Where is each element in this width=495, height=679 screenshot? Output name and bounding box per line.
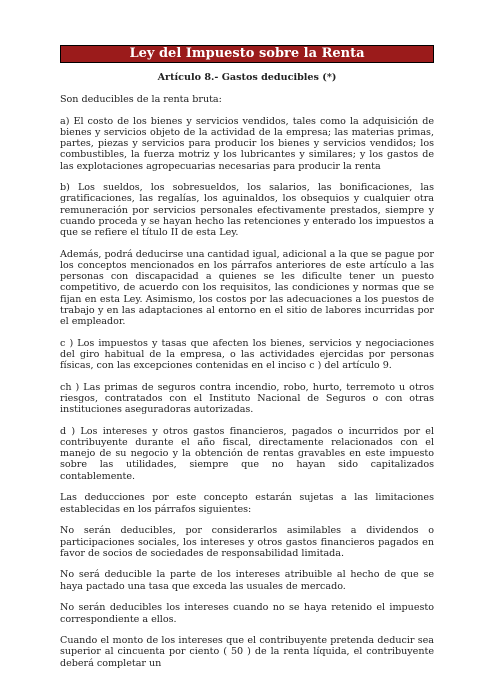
paragraph-item-c: c ) Los impuestos y tasas que afecten los bienes, servicios y negociaciones del giro habitual de la empresa, o las actividades ejercidas por personas físicas, con las excepciones contenidas en el inciso c ) del artículo 9. <box>60 337 434 372</box>
paragraph-withholding: No serán deducibles los intereses cuando no se haya retenido el impuesto correspondiente a ellos. <box>60 602 434 625</box>
paragraph-partner-interest: No serán deducibles, por considerarlos asimilables a dividendos o participaciones sociales, los intereses y otros gastos financieros pagados en favor de socios de sociedades de responsabilidad limitada. <box>60 525 434 559</box>
paragraph-fifty-percent: Cuando el monto de los intereses que el contribuyente pretenda deducir sea superior al cincuenta por ciento ( 50 ) de la renta líquida, el contribuyente deberá completar un <box>60 635 434 669</box>
paragraph-item-ch: ch ) Las primas de seguros contra incendio, robo, hurto, terremoto u otros riesgos, contratados con el Instituto Nacional de Seguros o con otras instituciones aseguradoras autorizadas. <box>60 381 434 416</box>
paragraph-market-rate: No será deducible la parte de los intereses atribuible al hecho de que se haya pactado una tasa que exceda las usuales de mercado. <box>60 569 434 592</box>
article-heading: Artículo 8.- Gastos deducibles (*) <box>157 72 337 83</box>
paragraph-item-b: b) Los sueldos, los sobresueldos, los salarios, las bonificaciones, las gratificaciones, las regalías, los aguinaldos, los obsequios y cualquier otra remuneración por servicios personales efectivamente prestados, siempre y cuando proceda y se hayan hecho las retenciones y enterado los impuestos a que se refiere el título II de esta Ley. <box>60 182 434 239</box>
paragraph-limitations: Las deducciones por este concepto estarán sujetas a las limitaciones establecidas en los párrafos siguientes: <box>60 492 434 515</box>
law-title: Ley del Impuesto sobre la Renta <box>129 46 365 61</box>
paragraph-item-d: d ) Los intereses y otros gastos financieros, pagados o incurridos por el contribuyente durante el año fiscal, directamente relacionados con el manejo de su negocio y la obtención de rentas gravables en este impuesto sobre las utilidades, siempre que no hayan sido capitalizados contablemente. <box>60 425 434 482</box>
paragraph-disability-deduction: Además, podrá deducirse una cantidad igual, adicional a la que se pague por los conceptos mencionados en los párrafos anteriores de este artículo a las personas con discapacidad a quienes se les dificulte tener un puesto competitivo, de acuerdo con los requisitos, las condiciones y normas que se fijan en esta Ley. Asimismo, los costos por las adecuaciones a los puestos de trabajo y en las adaptaciones al entorno en el sitio de labores incurridas por el empleador. <box>60 248 434 327</box>
paragraph-intro: Son deducibles de la renta bruta: <box>60 94 222 105</box>
article-body <box>60 94 434 679</box>
paragraph-item-a: a) El costo de los bienes y servicios vendidos, tales como la adquisición de bienes y servicios objeto de la actividad de la empresa; las materias primas, partes, piezas y servicios para producir los bienes y servicios vendidos; los combustibles, la fuerza motriz y los lubricantes y similares; y los gastos de las explotaciones agropecuarias necesarias para producir la renta <box>60 115 434 172</box>
law-title-banner <box>60 45 434 63</box>
